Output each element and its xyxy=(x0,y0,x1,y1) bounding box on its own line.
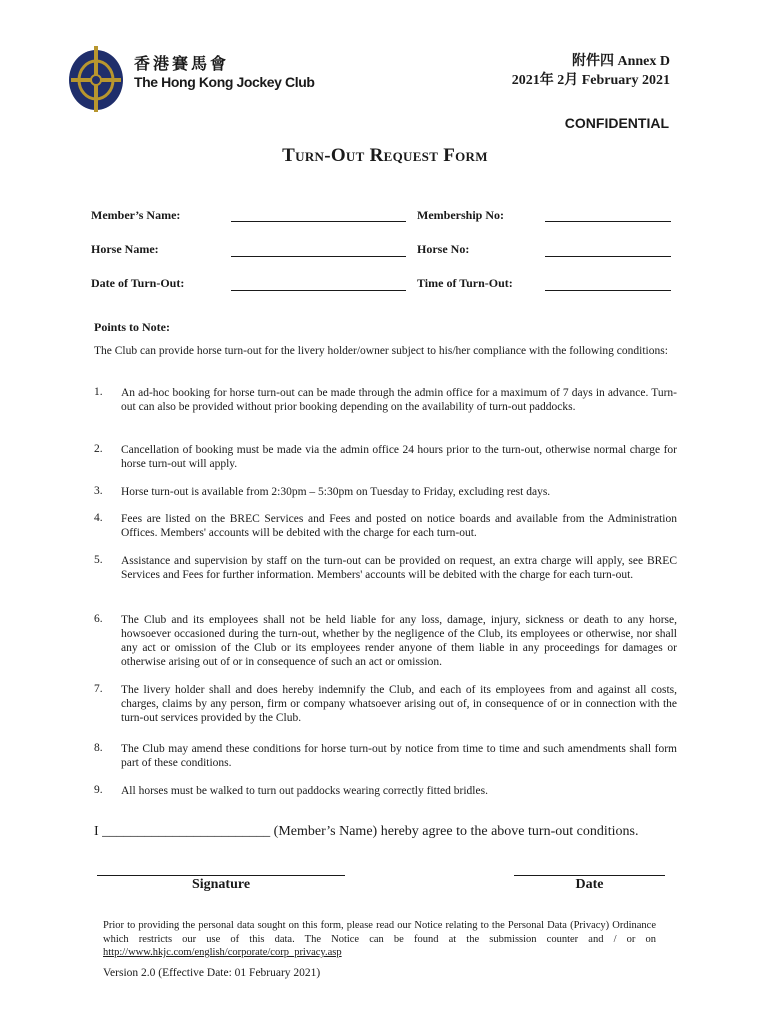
form-title: Turn-Out Request Form xyxy=(282,145,488,166)
condition-number: 8. xyxy=(94,742,103,754)
annex-label: 附件四 Annex D xyxy=(571,54,670,69)
points-to-note-heading: Points to Note: xyxy=(94,320,170,334)
condition-text: The Club and its employees shall not be held liable for any loss, damage, injury, sickness or death to any horse, howsoever occasioned during the turn-out, whether by the negligence of the Club, its employees or otherwise, nor shall any act or omission of the Club or its employees render anyone of them liable in any proceedings for damages or otherwise arising out of or in consequence of such an act or omission. xyxy=(121,614,677,668)
document-date: 2021年 2月 February 2021 xyxy=(511,73,670,88)
condition-text: Cancellation of booking must be made via the admin office 24 hours prior to the turn-out, otherwise normal charge for horse turn-out will apply. xyxy=(121,444,677,470)
condition-number: 6. xyxy=(94,613,103,625)
turnout-time-label: Time of Turn-Out: xyxy=(417,276,513,290)
privacy-policy-link[interactable]: http://www.hkjc.com/english/corporate/corp_privacy.asp xyxy=(103,947,342,958)
privacy-notice xyxy=(103,919,656,960)
condition-number: 7. xyxy=(94,683,103,695)
notes-intro: The Club can provide horse turn-out for the livery holder/owner subject to his/her compliance with the following conditions: xyxy=(94,345,668,357)
turnout-time-input[interactable] xyxy=(545,290,671,291)
horse-no-input[interactable] xyxy=(545,256,671,257)
condition-number: 1. xyxy=(94,386,103,398)
confidential-label: CONFIDENTIAL xyxy=(564,115,669,131)
hkjc-emblem-icon xyxy=(66,42,126,114)
horse-name-input[interactable] xyxy=(231,256,406,257)
turnout-date-label: Date of Turn-Out: xyxy=(91,276,185,290)
condition-text: The livery holder shall and does hereby indemnify the Club, and each of its employees from and against all costs, charges, claims by any person, firm or company whatsoever arising out of, in consequence of or in connection with the turn-out services provided by the Club. xyxy=(121,684,677,724)
condition-text: The Club may amend these conditions for horse turn-out by notice from time to time and such amendments shall form part of these conditions. xyxy=(121,743,677,769)
signature-input[interactable] xyxy=(97,875,345,876)
club-name-chinese: 香港賽馬會 xyxy=(134,54,230,73)
horse-no-label: Horse No: xyxy=(417,242,470,256)
condition-number: 9. xyxy=(94,784,103,796)
condition-text: Assistance and supervision by staff on the turn-out can be provided on request, an extra charge will apply, see BREC Services and Fees for further information. Members' accounts will be debited with the charge for each turn-out. xyxy=(121,555,677,581)
membership-no-input[interactable] xyxy=(545,221,671,222)
signature-label: Signature xyxy=(191,877,251,892)
agreement-statement: I ________________________ (Member’s Name) hereby agree to the above turn-out conditions. xyxy=(94,824,639,839)
condition-text: All horses must be walked to turn out paddocks wearing correctly fitted bridles. xyxy=(121,785,488,797)
club-name-english: The Hong Kong Jockey Club xyxy=(134,74,315,90)
condition-number: 4. xyxy=(94,512,103,524)
hkjc-logo xyxy=(66,42,126,114)
horse-name-label: Horse Name: xyxy=(91,242,159,256)
date-label: Date xyxy=(575,877,604,892)
members-name-input[interactable] xyxy=(231,221,406,222)
condition-text: An ad-hoc booking for horse turn-out can be made through the admin office for a maximum of 7 days in advance. Turn-out can also be provided without prior booking depending on the availability of turn-out paddocks. xyxy=(121,387,677,413)
date-input[interactable] xyxy=(514,875,665,876)
condition-number: 2. xyxy=(94,443,103,455)
turnout-date-input[interactable] xyxy=(231,290,406,291)
condition-text: Fees are listed on the BREC Services and Fees and posted on notice boards and available from the Administration Offices. Members' accounts will be debited with the charge for each turn-out. xyxy=(121,513,677,539)
members-name-label: Member’s Name: xyxy=(91,208,181,222)
condition-number: 3. xyxy=(94,485,103,497)
condition-text: Horse turn-out is available from 2:30pm – 5:30pm on Tuesday to Friday, excluding rest days. xyxy=(121,486,551,498)
privacy-notice-text: Prior to providing the personal data sought on this form, please read our Notice relating to the Personal Data (Privacy) Ordinance which restricts our use of this data. The Notice can be found at the submission counter and / or on xyxy=(103,920,656,945)
version-info: Version 2.0 (Effective Date: 01 February 2021) xyxy=(103,967,321,979)
condition-number: 5. xyxy=(94,554,103,566)
membership-no-label: Membership No: xyxy=(417,208,504,222)
